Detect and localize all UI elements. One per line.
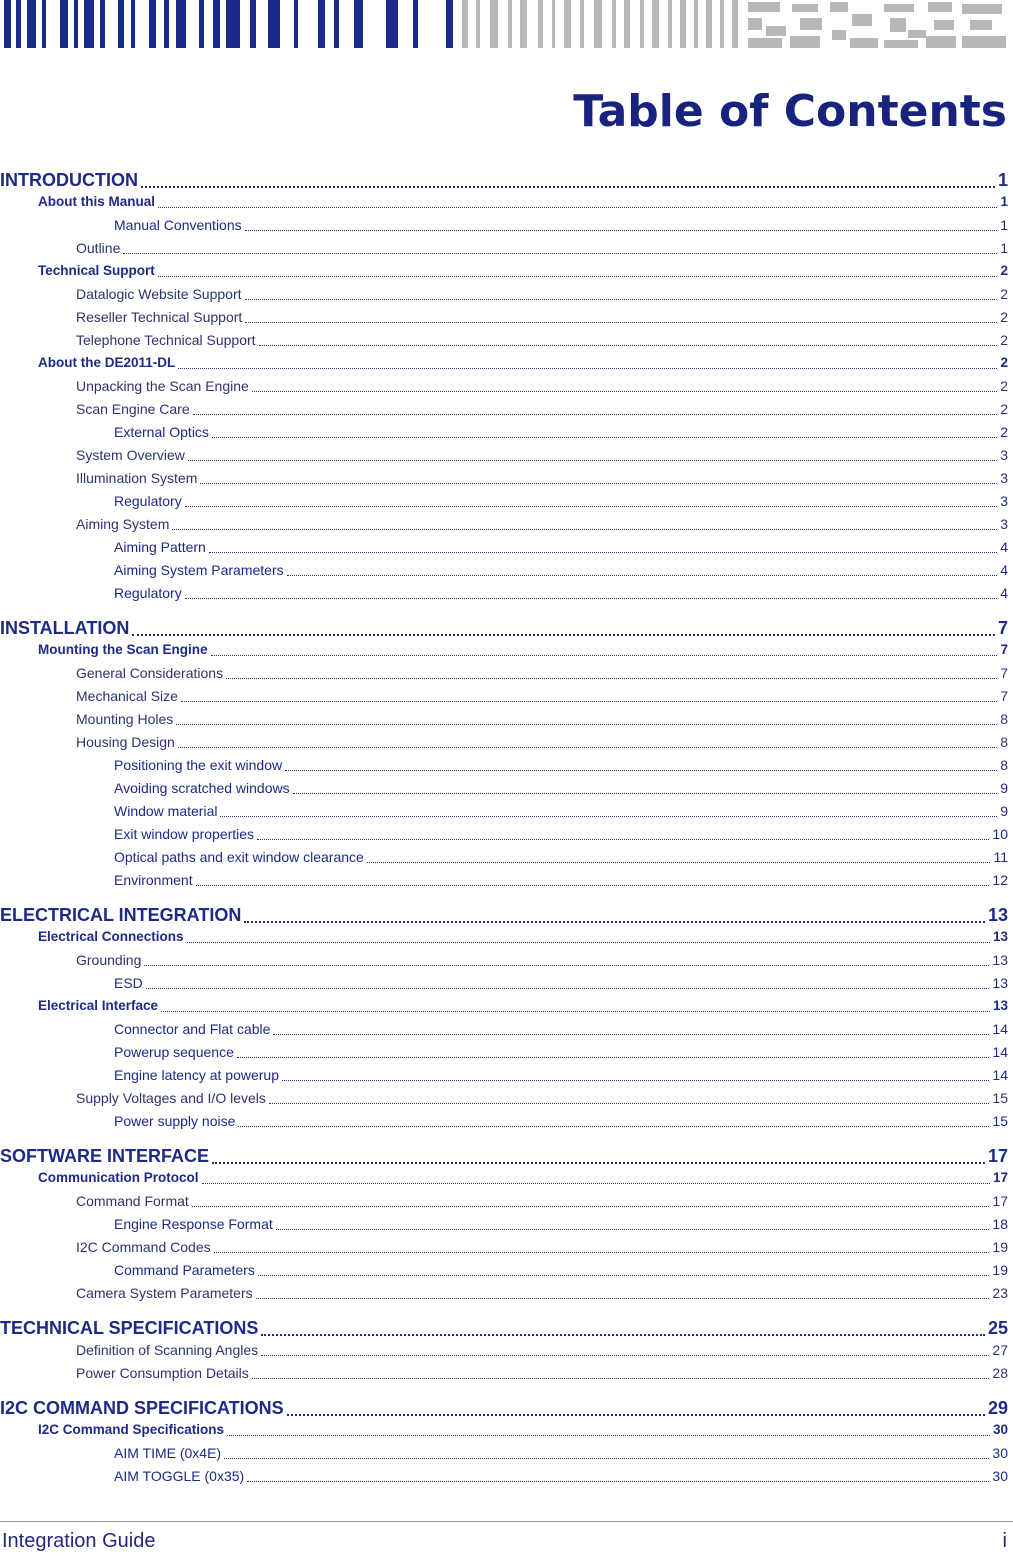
toc-entry-page: 2 [1000, 309, 1008, 325]
toc-entry[interactable] [114, 1260, 1008, 1280]
toc-entry[interactable] [76, 376, 1008, 396]
toc-entry-label: Electrical Interface [38, 998, 159, 1013]
toc-leader-dots [185, 506, 998, 507]
toc-entry-label: Illumination System [76, 470, 198, 486]
toc-leader-dots [146, 988, 990, 989]
toc-entry-page: 11 [993, 849, 1008, 865]
toc-entry[interactable] [0, 168, 1008, 192]
toc-leader-dots [257, 839, 989, 840]
toc-entry-page: 17 [992, 1170, 1008, 1185]
toc-leader-dots [123, 253, 997, 254]
toc-leader-dots [214, 1252, 990, 1253]
toc-entry[interactable] [76, 238, 1008, 258]
toc-entry[interactable] [114, 1466, 1008, 1486]
toc-entry[interactable] [76, 514, 1008, 534]
toc-entry[interactable] [76, 709, 1008, 729]
toc-entry-label: Telephone Technical Support [76, 332, 256, 348]
toc-entry-page: 2 [1000, 424, 1008, 440]
toc-entry[interactable] [38, 640, 1008, 660]
toc-leader-dots [176, 724, 997, 725]
toc-entry-label: Avoiding scratched windows [114, 780, 290, 796]
toc-entry-page: 7 [1000, 688, 1008, 704]
toc-entry-label: INSTALLATION [0, 618, 130, 638]
toc-entry-page: 7 [1000, 642, 1008, 657]
toc-entry-page: 2 [1000, 263, 1008, 278]
footer-divider [0, 1521, 1013, 1522]
toc-entry-label: Definition of Scanning Angles [76, 1342, 259, 1358]
toc-entry-page: 25 [987, 1318, 1008, 1338]
toc-entry[interactable] [0, 903, 1008, 927]
toc-leader-dots [161, 1011, 990, 1012]
toc-entry-label: Command Parameters [114, 1262, 255, 1278]
toc-entry-page: 30 [992, 1422, 1008, 1437]
toc-entry-page: 3 [1000, 493, 1008, 509]
toc-entry-page: 12 [992, 872, 1008, 888]
toc-entry[interactable] [114, 215, 1008, 235]
toc-entry-label: Environment [114, 872, 193, 888]
toc-leader-dots [252, 391, 997, 392]
toc-entry-label: Power Consumption Details [76, 1365, 249, 1381]
toc-leader-dots [193, 414, 998, 415]
toc-entry-label: Mounting Holes [76, 711, 174, 727]
toc-entry-label: Manual Conventions [114, 217, 242, 233]
toc-leader-dots [273, 1034, 989, 1035]
toc-entry-label: TECHNICAL SPECIFICATIONS [0, 1318, 259, 1338]
toc-entry-label: I2C Command Specifications [38, 1422, 225, 1437]
toc-entry-label: Aiming System [76, 516, 170, 532]
toc-entry-page: 13 [987, 905, 1008, 925]
toc-entry-page: 13 [992, 952, 1008, 968]
toc-leader-dots [196, 885, 990, 886]
toc-entry-page: 8 [1000, 734, 1008, 750]
toc-entry[interactable] [76, 1088, 1008, 1108]
toc-entry[interactable] [114, 1214, 1008, 1234]
toc-entry[interactable] [114, 847, 1008, 867]
toc-entry[interactable] [114, 537, 1008, 557]
toc-entry-label: Window material [114, 803, 218, 819]
toc-entry-page: 14 [992, 1067, 1008, 1083]
toc-leader-dots [269, 1103, 990, 1104]
toc-entry[interactable] [0, 616, 1008, 640]
toc-entry-label: Engine Response Format [114, 1216, 273, 1232]
toc-entry-page: 7 [997, 618, 1008, 638]
toc-entry-label: AIM TOGGLE (0x35) [114, 1468, 245, 1484]
toc-entry-label: Supply Voltages and I/O levels [76, 1090, 266, 1106]
toc-leader-dots [245, 299, 998, 300]
toc-entry[interactable] [114, 824, 1008, 844]
toc-entry-label: External Optics [114, 424, 209, 440]
toc-entry[interactable] [114, 778, 1008, 798]
toc-entry-label: Unpacking the Scan Engine [76, 378, 249, 394]
toc-entry-page: 8 [1000, 757, 1008, 773]
toc-entry-page: 8 [1000, 711, 1008, 727]
toc-entry[interactable] [38, 353, 1008, 373]
toc-leader-dots [200, 483, 997, 484]
toc-entry-label: Exit window properties [114, 826, 255, 842]
toc-leader-dots [287, 1414, 985, 1416]
toc-entry-page: 15 [992, 1113, 1008, 1129]
toc-leader-dots [276, 1229, 990, 1230]
toc-entry-page: 29 [987, 1398, 1008, 1418]
toc-leader-dots [158, 276, 998, 277]
toc-leader-dots [245, 230, 998, 231]
toc-leader-dots [211, 655, 998, 656]
toc-entry-label: Command Format [76, 1193, 189, 1209]
toc-leader-dots [287, 575, 998, 576]
toc-entry-page: 7 [1000, 665, 1008, 681]
footer-document-title: Integration Guide [2, 1530, 156, 1552]
toc-entry-label: Aiming Pattern [114, 539, 206, 555]
toc-entry-label: Powerup sequence [114, 1044, 234, 1060]
toc-entry-label: Housing Design [76, 734, 175, 750]
toc-entry[interactable] [76, 399, 1008, 419]
toc-leader-dots [212, 1162, 985, 1164]
toc-entry-page: 2 [1000, 332, 1008, 348]
toc-entry-page: 15 [992, 1090, 1008, 1106]
toc-leader-dots [144, 965, 989, 966]
toc-entry-page: 4 [1000, 539, 1008, 555]
toc-entry-label: Reseller Technical Support [76, 309, 243, 325]
toc-entry-label: Datalogic Website Support [76, 286, 242, 302]
toc-leader-dots [259, 345, 998, 346]
toc-leader-dots [158, 207, 997, 208]
toc-entry-page: 28 [992, 1365, 1008, 1381]
toc-entry-page: 14 [992, 1044, 1008, 1060]
toc-leader-dots [237, 1057, 990, 1058]
toc-leader-dots [252, 1378, 990, 1379]
toc-leader-dots [188, 460, 997, 461]
toc-entry-label: Camera System Parameters [76, 1285, 253, 1301]
toc-entry[interactable] [38, 927, 1008, 947]
toc-entry-label: Connector and Flat cable [114, 1021, 271, 1037]
toc-entry-label: Mounting the Scan Engine [38, 642, 208, 657]
toc-entry[interactable] [76, 950, 1008, 970]
toc-entry-page: 19 [992, 1239, 1008, 1255]
toc-entry[interactable] [76, 1237, 1008, 1257]
toc-entry-label: System Overview [76, 447, 185, 463]
toc-leader-dots [224, 1458, 989, 1459]
toc-leader-dots [172, 529, 997, 530]
toc-leader-dots [227, 1435, 990, 1436]
toc-entry-page: 1 [997, 170, 1008, 190]
toc-leader-dots [178, 747, 997, 748]
toc-entry[interactable] [76, 1340, 1008, 1360]
toc-entry-page: 10 [992, 826, 1008, 842]
toc-leader-dots [261, 1355, 989, 1356]
toc-entry[interactable] [76, 468, 1008, 488]
toc-entry[interactable] [0, 1396, 1008, 1420]
toc-entry-page: 13 [992, 998, 1008, 1013]
toc-entry-label: Engine latency at powerup [114, 1067, 279, 1083]
toc-entry[interactable] [0, 1144, 1008, 1168]
toc-entry-label: Outline [76, 240, 121, 256]
toc-entry-label: Regulatory [114, 585, 182, 601]
toc-leader-dots [282, 1080, 989, 1081]
toc-leader-dots [261, 1334, 985, 1336]
toc-leader-dots [141, 186, 995, 188]
toc-entry-page: 9 [1000, 803, 1008, 819]
toc-entry[interactable] [0, 1316, 1008, 1340]
toc-entry[interactable] [114, 560, 1008, 580]
toc-entry-label: ELECTRICAL INTEGRATION [0, 905, 242, 925]
toc-entry-label: Mechanical Size [76, 688, 178, 704]
toc-leader-dots [178, 368, 997, 369]
toc-entry[interactable] [114, 583, 1008, 603]
toc-entry[interactable] [76, 1191, 1008, 1211]
toc-entry[interactable] [114, 1443, 1008, 1463]
toc-entry-page: 23 [992, 1285, 1008, 1301]
toc-entry-page: 3 [1000, 470, 1008, 486]
toc-entry-page: 2 [1000, 401, 1008, 417]
toc-entry-page: 27 [992, 1342, 1008, 1358]
toc-entry[interactable] [38, 1168, 1008, 1188]
toc-leader-dots [293, 793, 998, 794]
toc-entry-page: 2 [1000, 355, 1008, 370]
toc-entry-label: Power supply noise [114, 1113, 236, 1129]
toc-entry-page: 18 [992, 1216, 1008, 1232]
toc-leader-dots [220, 816, 997, 817]
toc-leader-dots [212, 437, 997, 438]
toc-entry-page: 1 [1000, 194, 1008, 209]
toc-leader-dots [256, 1298, 990, 1299]
toc-entry-page: 17 [987, 1146, 1008, 1166]
toc-entry[interactable] [76, 445, 1008, 465]
toc-entry-page: 14 [992, 1021, 1008, 1037]
toc-entry-page: 30 [992, 1445, 1008, 1461]
toc-leader-dots [202, 1183, 990, 1184]
toc-entry[interactable] [76, 1283, 1008, 1303]
toc-entry-label: Positioning the exit window [114, 757, 283, 773]
toc-entry[interactable] [114, 1042, 1008, 1062]
page-title: Table of Contents [573, 86, 1007, 137]
toc-entry-page: 9 [1000, 780, 1008, 796]
toc-entry-page: 13 [992, 975, 1008, 991]
toc-entry[interactable] [76, 686, 1008, 706]
toc-entry-label: About this Manual [38, 194, 155, 209]
toc-leader-dots [285, 770, 997, 771]
toc-entry-page: 13 [992, 929, 1008, 944]
toc-entry-label: Technical Support [38, 263, 155, 278]
header-barcode-graphic [0, 0, 1013, 50]
toc-leader-dots [258, 1275, 990, 1276]
toc-entry[interactable] [76, 307, 1008, 327]
toc-entry-page: 4 [1000, 562, 1008, 578]
toc-entry[interactable] [114, 422, 1008, 442]
toc-leader-dots [247, 1481, 989, 1482]
toc-leader-dots [187, 942, 990, 943]
toc-entry-page: 2 [1000, 286, 1008, 302]
toc-entry[interactable] [76, 330, 1008, 350]
toc-entry-label: AIM TIME (0x4E) [114, 1445, 222, 1461]
toc-entry-page: 4 [1000, 585, 1008, 601]
toc-entry-label: SOFTWARE INTERFACE [0, 1146, 210, 1166]
toc-entry-label: I2C COMMAND SPECIFICATIONS [0, 1398, 284, 1418]
toc-leader-dots [192, 1206, 990, 1207]
toc-entry[interactable] [114, 1065, 1008, 1085]
toc-leader-dots [185, 598, 998, 599]
toc-entry-page: 17 [992, 1193, 1008, 1209]
toc-entry-label: Regulatory [114, 493, 182, 509]
toc-entry-label: Communication Protocol [38, 1170, 199, 1185]
toc-entry-label: Grounding [76, 952, 142, 968]
toc-entry[interactable] [114, 801, 1008, 821]
toc-entry[interactable] [114, 870, 1008, 890]
toc-entry[interactable] [76, 663, 1008, 683]
toc-entry-label: Scan Engine Care [76, 401, 190, 417]
toc-entry[interactable] [38, 996, 1008, 1016]
toc-leader-dots [367, 862, 991, 863]
toc-entry[interactable] [114, 1019, 1008, 1039]
toc-entry[interactable] [38, 1420, 1008, 1440]
toc-entry[interactable] [114, 1111, 1008, 1131]
toc-entry-page: 19 [992, 1262, 1008, 1278]
toc-entry[interactable] [114, 755, 1008, 775]
toc-entry-page: 2 [1000, 378, 1008, 394]
toc-entry-label: Optical paths and exit window clearance [114, 849, 364, 865]
toc-leader-dots [209, 552, 997, 553]
toc-entry-page: 1 [1000, 217, 1008, 233]
toc-leader-dots [132, 634, 995, 636]
footer-page-number: i [1002, 1530, 1007, 1552]
toc-entry-label: INTRODUCTION [0, 170, 138, 190]
toc-entry[interactable] [38, 261, 1008, 281]
toc-leader-dots [245, 322, 997, 323]
toc-entry-label: About the DE2011-DL [38, 355, 176, 370]
toc-entry-page: 1 [1000, 240, 1008, 256]
toc-entry[interactable] [76, 1363, 1008, 1383]
toc-leader-dots [226, 678, 997, 679]
toc-entry[interactable] [76, 732, 1008, 752]
toc-entry-page: 30 [992, 1468, 1008, 1484]
toc-leader-dots [238, 1126, 989, 1127]
toc-entry-label: I2C Command Codes [76, 1239, 211, 1255]
toc-leader-dots [181, 701, 997, 702]
toc-entry-page: 3 [1000, 447, 1008, 463]
toc-entry[interactable] [114, 491, 1008, 511]
toc-entry-label: General Considerations [76, 665, 224, 681]
toc-entry-label: Electrical Connections [38, 929, 184, 944]
toc-leader-dots [244, 921, 985, 923]
toc-entry-label: ESD [114, 975, 143, 991]
toc-entry-page: 3 [1000, 516, 1008, 532]
toc-entry[interactable] [76, 284, 1008, 304]
toc-entry-label: Aiming System Parameters [114, 562, 284, 578]
toc-entry[interactable] [38, 192, 1008, 212]
toc-entry[interactable] [114, 973, 1008, 993]
